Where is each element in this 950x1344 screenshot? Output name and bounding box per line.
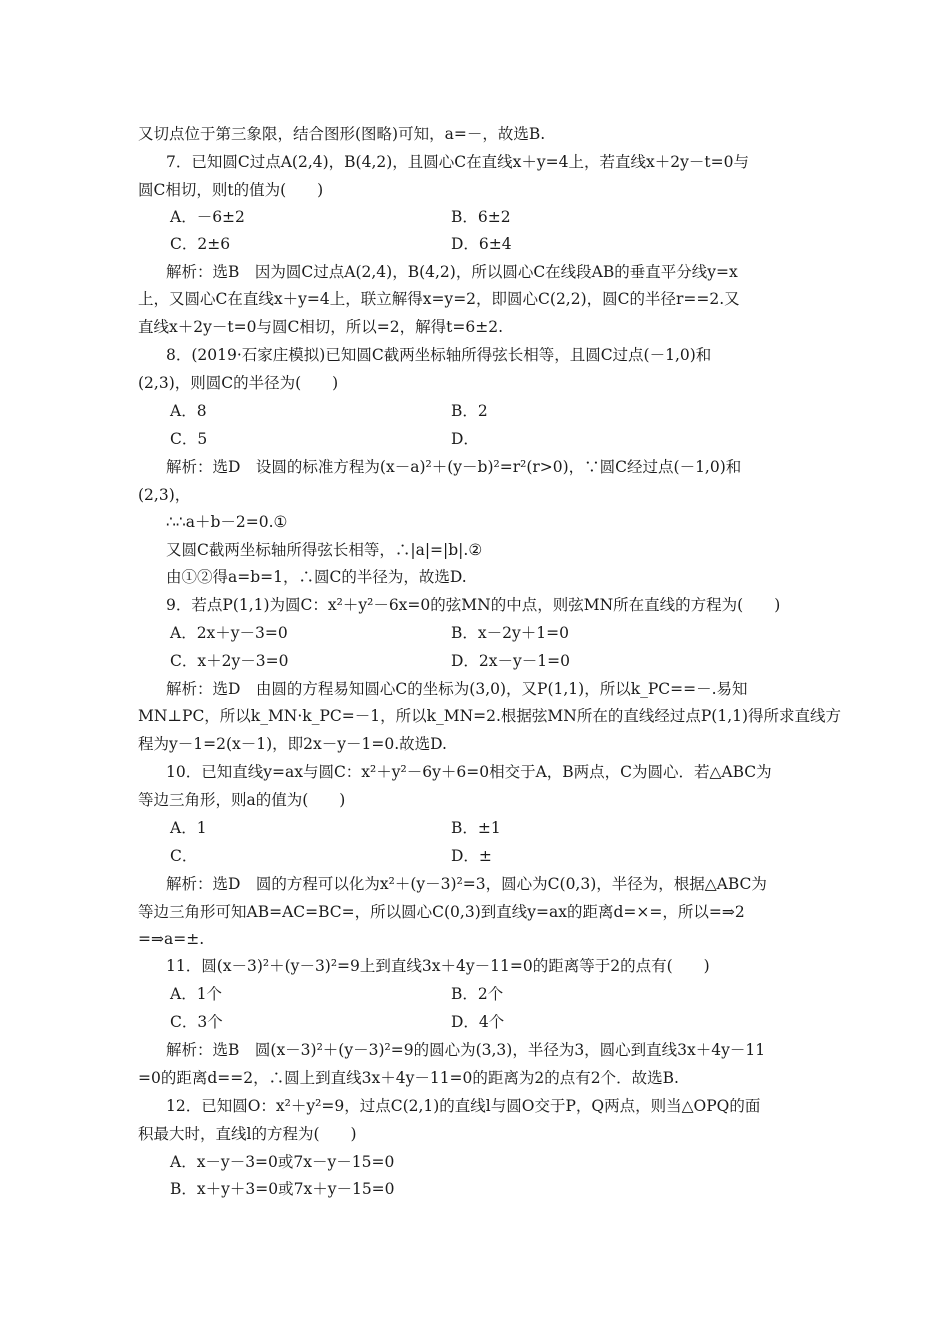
text-line: 积最大时，直线l的方程为( ) [138, 1125, 357, 1143]
text-line: MN⊥PC，所以k_MN·k_PC=－1，所以k_MN=2.根据弦MN所在的直线经过点P(1,1)得所求直线方 [138, 707, 842, 725]
option-a: A．8 [170, 402, 207, 420]
option-a: A．1 [170, 819, 207, 837]
option-a: A．x－y－3=0或7x－y－15=0 [170, 1153, 395, 1171]
option-c: C．x＋2y－3=0 [170, 652, 289, 670]
text-line: 由①②得a=b=1，∴圆C的半径为，故选D. [166, 568, 467, 586]
option-d: D．2x－y－1=0 [451, 652, 570, 670]
text-line: ∴∴a＋b－2=0.① [166, 513, 288, 531]
option-d: D．6±4 [451, 235, 512, 253]
question-9: 9．若点P(1,1)为圆C：x²＋y²－6x=0的弦MN的中点，则弦MN所在直线的方程为( ) [166, 596, 781, 614]
question-12: 12．已知圆O：x²＋y²=9，过点C(2,1)的直线l与圆O交于P，Q两点，则当△OPQ的面 [166, 1097, 761, 1115]
option-d: D．4个 [451, 1013, 505, 1031]
text-line: (2,3)， [138, 486, 191, 504]
option-c: C．5 [170, 430, 208, 448]
solution-9: 解析：选D 由圆的方程易知圆心C的坐标为(3,0)，又P(1,1)，所以k_PC==－.易知 [166, 680, 748, 698]
option-c: C．3个 [170, 1013, 223, 1031]
solution-10: 解析：选D 圆的方程可以化为x²＋(y－3)²=3，圆心为C(0,3)，半径为，根据△ABC为 [166, 875, 767, 893]
text-line: 上，又圆心C在直线x＋y=4上，联立解得x=y=2，即圆心C(2,2)，圆C的半径r==2.又 [138, 290, 740, 308]
option-a: A．1个 [170, 985, 223, 1003]
solution-11: 解析：选B 圆(x－3)²＋(y－3)²=9的圆心为(3,3)，半径为3，圆心到直线3x＋4y－11 [166, 1041, 766, 1059]
text-line: =0的距离d==2，∴圆上到直线3x＋4y－11=0的距离为2的点有2个．故选B. [138, 1069, 679, 1087]
question-7: 7．已知圆C过点A(2,4)，B(4,2)，且圆心C在直线x＋y=4上，若直线x＋2y－t=0与 [166, 153, 749, 171]
question-10: 10．已知直线y=ax与圆C：x²＋y²－6y＋6=0相交于A，B两点，C为圆心．若△ABC为 [166, 763, 772, 781]
text-line: 直线x＋2y－t=0与圆C相切，所以=2，解得t=6±2. [138, 318, 504, 336]
text-line: 等边三角形可知AB=AC=BC=，所以圆心C(0,3)到直线y=ax的距离d=×=，所以=⇒2 [138, 903, 745, 921]
question-11: 11．圆(x－3)²＋(y－3)²=9上到直线3x＋4y－11=0的距离等于2的点有( ) [166, 957, 710, 975]
option-d: D．± [451, 847, 492, 865]
option-d: D． [451, 430, 479, 448]
option-b: B．x－2y＋1=0 [451, 624, 569, 642]
text-line: 程为y－1=2(x－1)，即2x－y－1=0.故选D. [138, 735, 447, 753]
text-line: 等边三角形，则a的值为( ) [138, 791, 346, 809]
option-b: B．2 [451, 402, 488, 420]
text-line: 又圆C截两坐标轴所得弦长相等，∴|a|=|b|.② [166, 541, 483, 559]
option-b: B．6±2 [451, 208, 511, 226]
option-b: B．±1 [451, 819, 501, 837]
text-line: (2,3)，则圆C的半径为( ) [138, 374, 339, 392]
option-c: C．2±6 [170, 235, 231, 253]
solution-8: 解析：选D 设圆的标准方程为(x－a)²＋(y－b)²=r²(r>0)，∵圆C经过点(－1,0)和 [166, 458, 742, 476]
text-line: 圆C相切，则t的值为( ) [138, 181, 324, 199]
option-a: A．2x＋y－3=0 [170, 624, 288, 642]
option-b: B．2个 [451, 985, 504, 1003]
solution-7: 解析：选B 因为圆C过点A(2,4)，B(4,2)，所以圆心C在线段AB的垂直平分线y=x [166, 263, 738, 281]
text-line: 又切点位于第三象限，结合图形(图略)可知，a=－，故选B. [138, 125, 546, 143]
question-8: 8．(2019·石家庄模拟)已知圆C截两坐标轴所得弦长相等，且圆C过点(－1,0)和 [166, 346, 712, 364]
option-a: A．－6±2 [170, 208, 245, 226]
text-line: =⇒a=±. [138, 930, 205, 948]
option-c: C． [170, 847, 198, 865]
option-b: B．x＋y＋3=0或7x＋y－15=0 [170, 1180, 395, 1198]
